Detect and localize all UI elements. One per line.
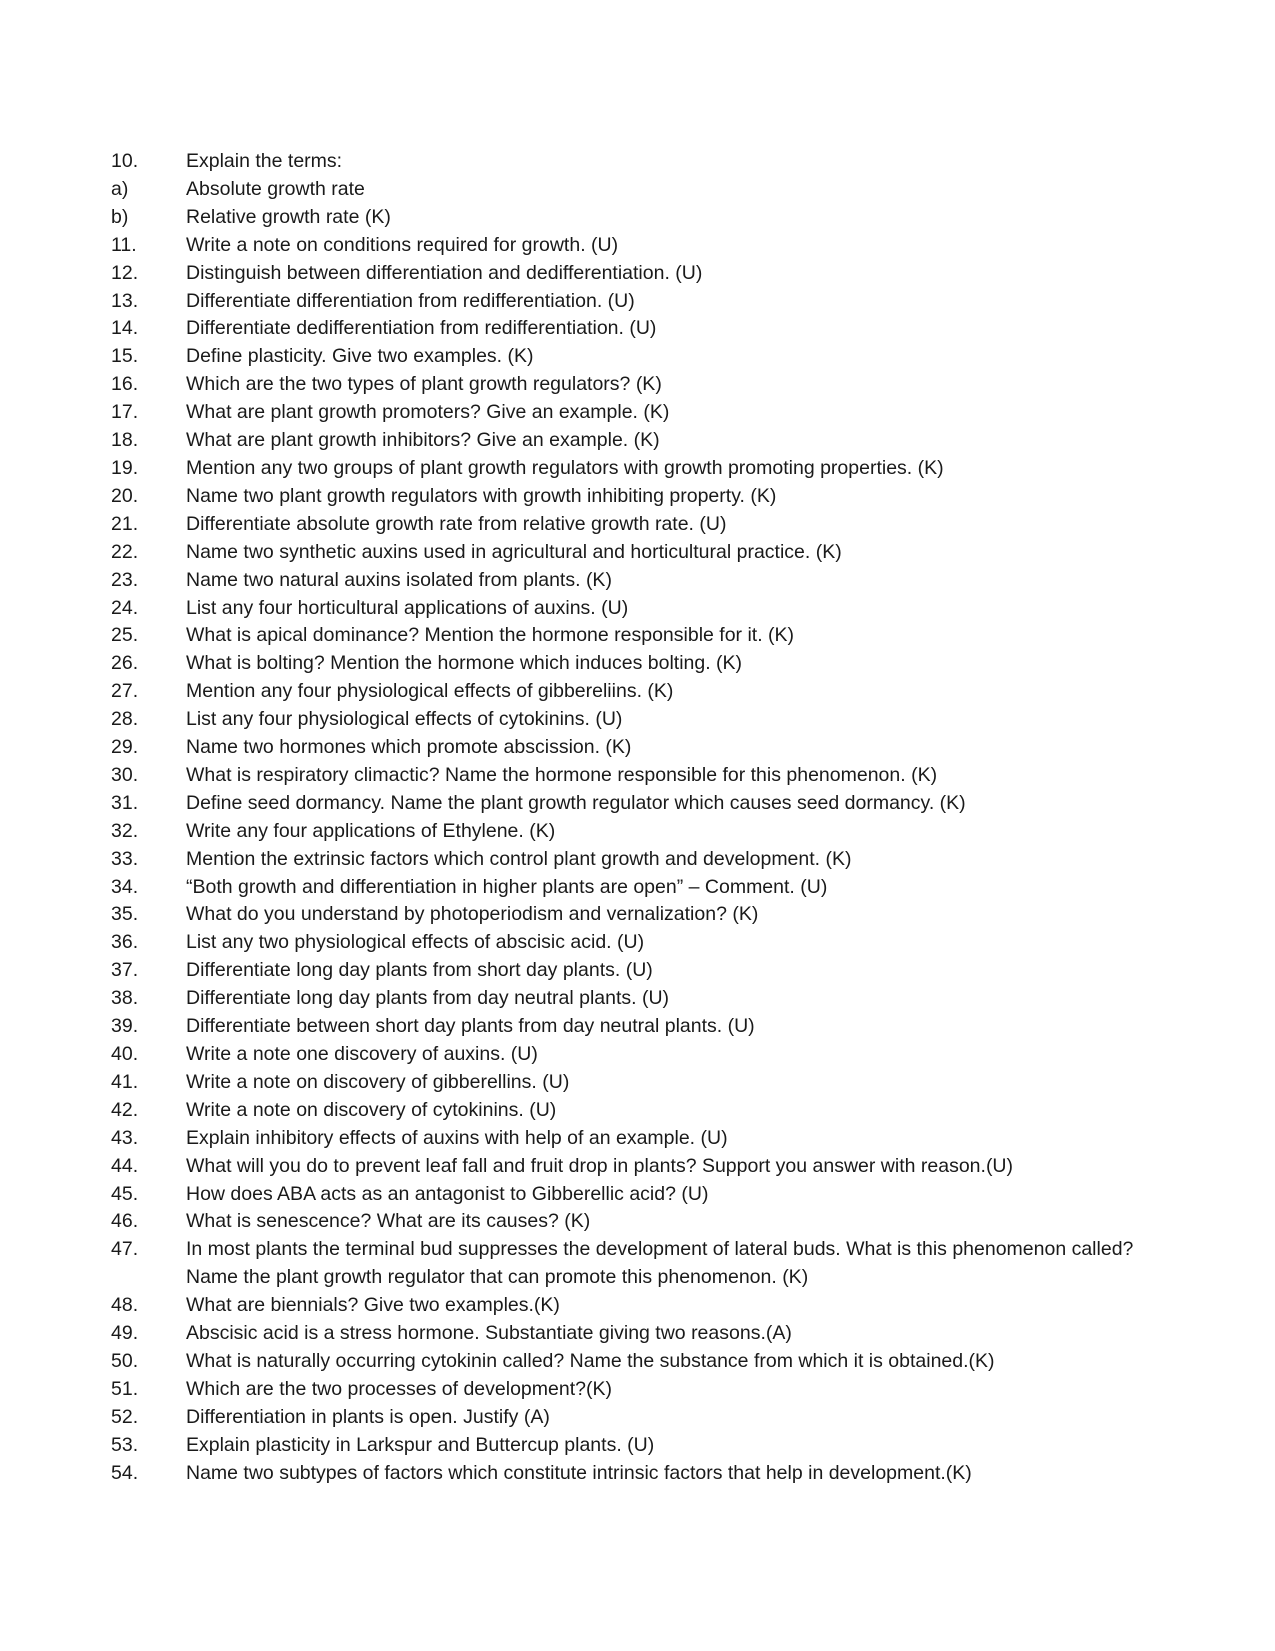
- question-number: 38.: [111, 987, 139, 1010]
- question-text: What is respiratory climactic? Name the hormone responsible for this phenomenon. (K): [186, 763, 938, 786]
- question-item: [111, 818, 1171, 846]
- question-item: [111, 1013, 1171, 1041]
- question-number: 20.: [111, 484, 139, 507]
- question-number: 30.: [111, 763, 139, 786]
- question-text: Distinguish between differentiation and dedifferentiation. (U): [186, 261, 703, 284]
- question-number: 22.: [111, 540, 139, 563]
- question-text: Mention the extrinsic factors which control plant growth and development. (K): [186, 847, 852, 870]
- question-number: 43.: [111, 1126, 139, 1149]
- question-item: [111, 622, 1171, 650]
- question-text: Write any four applications of Ethylene. (K): [186, 819, 556, 842]
- question-number: 12.: [111, 261, 139, 284]
- question-number: 34.: [111, 875, 139, 898]
- question-text: “Both growth and differentiation in higher plants are open” – Comment. (U): [186, 875, 828, 898]
- question-number: 33.: [111, 847, 139, 870]
- question-item: [111, 260, 1171, 288]
- question-number: 42.: [111, 1098, 139, 1121]
- question-number: 41.: [111, 1070, 139, 1093]
- question-item: [111, 1236, 1171, 1292]
- question-item: [111, 1404, 1171, 1432]
- question-number: 28.: [111, 708, 139, 731]
- question-number: 21.: [111, 512, 139, 535]
- question-item: [111, 734, 1171, 762]
- question-number: 36.: [111, 931, 139, 954]
- question-text: Differentiate differentiation from redifferentiation. (U): [186, 289, 635, 312]
- question-number: 14.: [111, 317, 139, 340]
- question-text: Name two subtypes of factors which constitute intrinsic factors that help in development.(K): [186, 1461, 972, 1484]
- question-number: 27.: [111, 680, 139, 703]
- question-text: Abscisic acid is a stress hormone. Substantiate giving two reasons.(A): [186, 1322, 792, 1345]
- question-item: [111, 148, 1171, 176]
- question-number: 32.: [111, 819, 139, 842]
- question-text: What are plant growth inhibitors? Give an example. (K): [186, 429, 660, 452]
- question-item: [111, 176, 1171, 204]
- question-text: Which are the two processes of development?(K): [186, 1377, 612, 1400]
- question-item: [111, 371, 1171, 399]
- question-item: [111, 427, 1171, 455]
- question-item: [111, 790, 1171, 818]
- question-number: 10.: [111, 150, 139, 172]
- question-number: 26.: [111, 652, 139, 675]
- question-number: 24.: [111, 596, 139, 619]
- question-text: Differentiate long day plants from short day plants. (U): [186, 959, 653, 982]
- question-text: Name two plant growth regulators with growth inhibiting property. (K): [186, 484, 777, 507]
- question-item: [111, 1153, 1171, 1181]
- question-list: [111, 148, 1171, 1488]
- question-item: [111, 539, 1171, 567]
- question-text: What is senescence? What are its causes? (K): [186, 1210, 591, 1233]
- question-text: Name two hormones which promote abscission. (K): [186, 736, 632, 759]
- question-item: [111, 1320, 1171, 1348]
- question-item: [111, 1125, 1171, 1153]
- question-number: 31.: [111, 791, 139, 814]
- question-text: Mention any two groups of plant growth regulators with growth promoting properties. (K): [186, 456, 944, 479]
- question-item: [111, 678, 1171, 706]
- question-number: 39.: [111, 1015, 139, 1038]
- question-text: What is apical dominance? Mention the hormone responsible for it. (K): [186, 624, 795, 647]
- question-item: [111, 1041, 1171, 1069]
- question-item: [111, 315, 1171, 343]
- question-text: Absolute growth rate: [186, 177, 365, 200]
- question-number: 25.: [111, 624, 139, 647]
- question-text: What is naturally occurring cytokinin called? Name the substance from which it is obtained.(K): [186, 1349, 995, 1372]
- question-number: 35.: [111, 903, 139, 926]
- question-number: 45.: [111, 1182, 139, 1205]
- question-number: 19.: [111, 456, 139, 479]
- question-number: 51.: [111, 1377, 139, 1400]
- question-item: [111, 483, 1171, 511]
- question-text: Differentiation in plants is open. Justify (A): [186, 1405, 550, 1428]
- question-text: List any four horticultural applications of auxins. (U): [186, 596, 629, 619]
- question-item: [111, 929, 1171, 957]
- question-number: 40.: [111, 1043, 139, 1065]
- question-text: What are biennials? Give two examples.(K): [186, 1294, 560, 1317]
- question-item: [111, 232, 1171, 260]
- question-text: What is bolting? Mention the hormone which induces bolting. (K): [186, 652, 743, 675]
- question-text: Differentiate between short day plants from day neutral plants. (U): [186, 1015, 755, 1038]
- question-text: Explain plasticity in Larkspur and Buttercup plants. (U): [186, 1433, 655, 1456]
- question-text: What are plant growth promoters? Give an example. (K): [186, 401, 670, 424]
- question-text: How does ABA acts as an antagonist to Gibberellic acid? (U): [186, 1182, 709, 1205]
- question-text: Write a note on discovery of cytokinins. (U): [186, 1098, 557, 1121]
- question-text: Explain inhibitory effects of auxins with help of an example. (U): [186, 1126, 728, 1149]
- question-item: [111, 1292, 1171, 1320]
- question-item: [111, 567, 1171, 595]
- question-item: [111, 706, 1171, 734]
- question-text: List any two physiological effects of abscisic acid. (U): [186, 931, 645, 954]
- question-text: Differentiate long day plants from day neutral plants. (U): [186, 987, 670, 1010]
- question-item: [111, 1432, 1171, 1460]
- question-number: 44.: [111, 1154, 139, 1177]
- question-number: a): [111, 177, 129, 200]
- question-number: 37.: [111, 959, 139, 982]
- question-item: [111, 1069, 1171, 1097]
- question-item: [111, 985, 1171, 1013]
- question-text: Write a note one discovery of auxins. (U): [186, 1043, 538, 1065]
- question-text: Mention any four physiological effects of gibbereliins. (K): [186, 680, 674, 703]
- question-number: 11.: [111, 233, 137, 256]
- question-item: [111, 1208, 1171, 1236]
- question-text: Relative growth rate (K): [186, 205, 391, 228]
- question-item: [111, 1097, 1171, 1125]
- question-text: Write a note on discovery of gibberellins. (U): [186, 1070, 570, 1093]
- question-item: [111, 1181, 1171, 1209]
- question-text: Define plasticity. Give two examples. (K): [186, 345, 534, 368]
- question-item: [111, 650, 1171, 678]
- question-number: 47.: [111, 1238, 139, 1261]
- question-number: 50.: [111, 1349, 139, 1372]
- question-number: b): [111, 205, 129, 228]
- question-text: In most plants the terminal bud suppresses the development of lateral buds. What is this phenomenon called? Name the plant growth regulator that can promote this phenomenon. (K): [186, 1238, 1134, 1289]
- question-item: [111, 511, 1171, 539]
- question-item: [111, 288, 1171, 316]
- question-item: [111, 762, 1171, 790]
- question-text: Define seed dormancy. Name the plant growth regulator which causes seed dormancy. (K): [186, 791, 966, 814]
- question-item: [111, 399, 1171, 427]
- question-number: 52.: [111, 1405, 139, 1428]
- question-item: [111, 595, 1171, 623]
- question-item: [111, 957, 1171, 985]
- question-number: 46.: [111, 1210, 139, 1233]
- question-item: [111, 901, 1171, 929]
- question-text: Which are the two types of plant growth regulators? (K): [186, 373, 662, 396]
- question-text: Differentiate dedifferentiation from redifferentiation. (U): [186, 317, 657, 340]
- question-number: 15.: [111, 345, 139, 368]
- question-text: Name two natural auxins isolated from plants. (K): [186, 568, 612, 591]
- question-number: 49.: [111, 1322, 139, 1345]
- question-number: 18.: [111, 429, 139, 452]
- question-item: [111, 455, 1171, 483]
- question-text: What will you do to prevent leaf fall and fruit drop in plants? Support you answer with reason.(U): [186, 1154, 1014, 1177]
- question-item: [111, 204, 1171, 232]
- question-number: 54.: [111, 1461, 139, 1484]
- question-number: 23.: [111, 568, 139, 591]
- question-number: 29.: [111, 736, 139, 759]
- question-item: [111, 1376, 1171, 1404]
- question-number: 53.: [111, 1433, 139, 1456]
- question-text: Write a note on conditions required for growth. (U): [186, 233, 619, 256]
- question-text: Name two synthetic auxins used in agricultural and horticultural practice. (K): [186, 540, 842, 563]
- question-item: [111, 1460, 1171, 1488]
- question-text: Explain the terms:: [186, 150, 343, 172]
- question-item: [111, 874, 1171, 902]
- question-text: Differentiate absolute growth rate from relative growth rate. (U): [186, 512, 727, 535]
- question-number: 17.: [111, 401, 139, 424]
- question-text: What do you understand by photoperiodism and vernalization? (K): [186, 903, 759, 926]
- question-item: [111, 343, 1171, 371]
- question-item: [111, 1348, 1171, 1376]
- question-number: 48.: [111, 1294, 139, 1317]
- question-item: [111, 846, 1171, 874]
- question-number: 16.: [111, 373, 139, 396]
- question-number: 13.: [111, 289, 139, 312]
- question-text: List any four physiological effects of cytokinins. (U): [186, 708, 623, 731]
